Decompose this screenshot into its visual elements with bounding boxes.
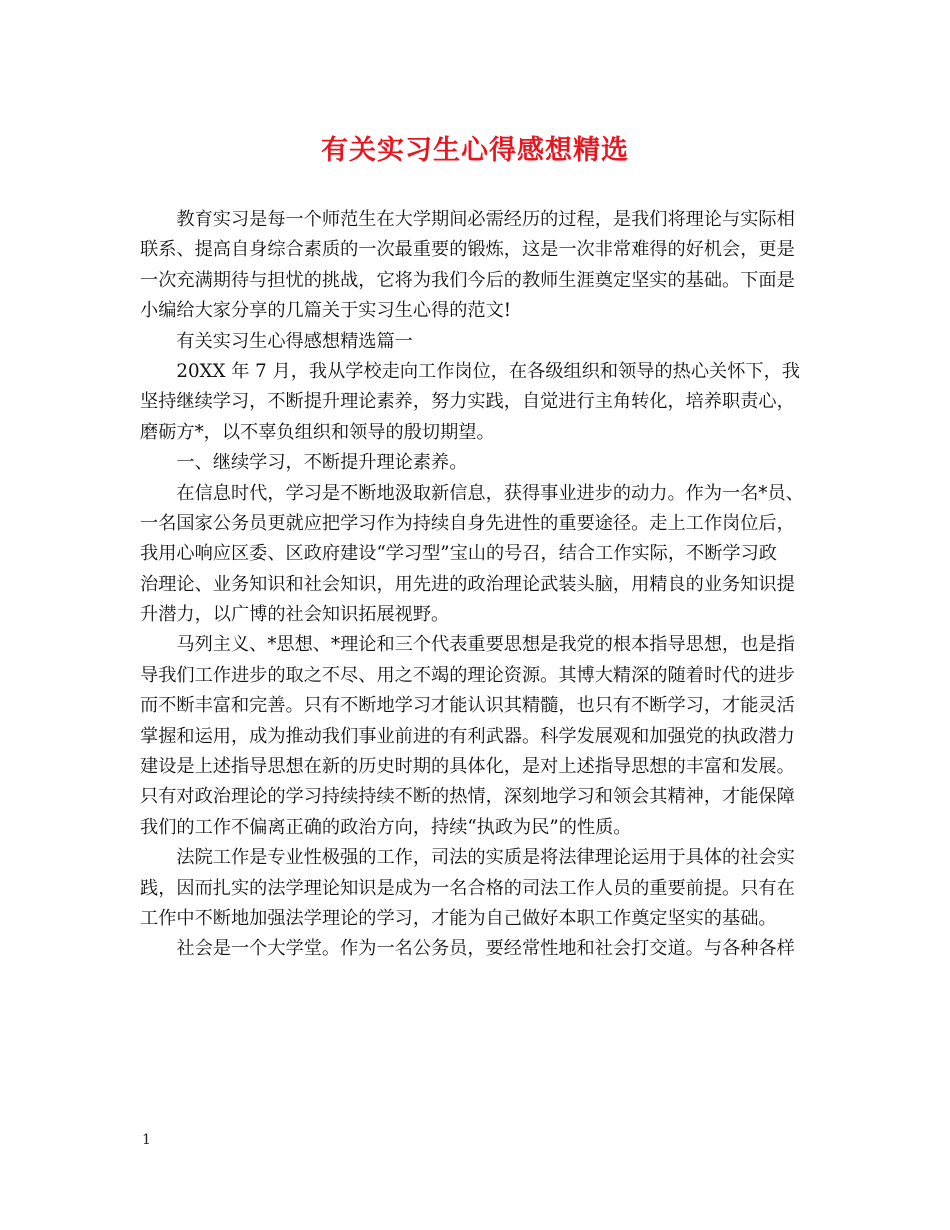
body-line: 导我们工作进步的取之不尽、用之不竭的理论资源。其博大精深的随着时代的进步	[140, 664, 795, 686]
body-line: 在信息时代，学习是不断地汲取新信息，获得事业进步的动力。作为一名*员、	[140, 482, 804, 504]
body-line: 治理论、业务知识和社会知识，用先进的政治理论武装头脑，用精良的业务知识提	[140, 573, 795, 595]
body-line: 建设是上述指导思想在新的历史时期的具体化，是对上述指导思想的丰富和发展。	[140, 756, 795, 778]
body-line: 一次充满期待与担忧的挑战，它将为我们今后的教师生涯奠定坚实的基础。下面是	[140, 269, 795, 291]
document-title: 有关实习生心得感想精选	[321, 135, 629, 166]
body-line: 法院工作是专业性极强的工作，司法的实质是将法律理论运用于具体的社会实	[140, 847, 795, 869]
body-line: 小编给大家分享的几篇关于实习生心得的范文!	[140, 300, 512, 322]
body-line: 掌握和运用，成为推动我们事业前进的有利武器。科学发展观和加强党的执政潜力	[140, 725, 795, 747]
body-line: 工作中不断地加强法学理论的学习，才能为自己做好本职工作奠定坚实的基础。	[140, 907, 777, 929]
body-line: 践，因而扎实的法学理论知识是成为一名合格的司法工作人员的重要前提。只有在	[140, 877, 795, 899]
section-heading: 有关实习生心得感想精选篇一	[140, 330, 413, 352]
body-line: 坚持继续学习，不断提升理论素养，努力实践，自觉进行主角转化，培养职责心，	[140, 391, 795, 413]
body-line: 联系、提高自身综合素质的一次最重要的锻炼，这是一次非常难得的好机会，更是	[140, 239, 795, 261]
body-line: 我们的工作不偏离正确的政治方向，持续“执政为民”的性质。	[140, 816, 632, 838]
body-line: 升潜力，以广博的社会知识拓展视野。	[140, 604, 450, 626]
body-line: 社会是一个大学堂。作为一名公务员，要经常性地和社会打交道。与各种各样	[140, 938, 795, 960]
body-line: 只有对政治理论的学习持续持续不断的热情，深刻地学习和领会其精神，才能保障	[140, 786, 795, 808]
body-line: 教育实习是每一个师范生在大学期间必需经历的过程，是我们将理论与实际相	[140, 209, 795, 230]
body-line: 马列主义、*思想、*理论和三个代表重要思想是我党的根本指导思想，也是指	[140, 634, 795, 656]
document-body	[140, 205, 812, 965]
section-heading: 一、继续学习，不断提升理论素养。	[140, 452, 468, 474]
page-number: 1	[142, 1132, 151, 1148]
body-line: 20XX 年 7 月，我从学校走向工作岗位，在各级组织和领导的热心关怀下，我	[140, 360, 800, 382]
body-line: 一名国家公务员更就应把学习作为持续自身先进性的重要途径。走上工作岗位后，	[140, 512, 795, 534]
body-line: 磨砺方*，以不辜负组织和领导的殷切期望。	[140, 421, 495, 443]
body-line: 我用心响应区委、区政府建设“学习型”宝山的号召，结合工作实际，不断学习政	[140, 543, 777, 565]
body-line: 而不断丰富和完善。只有不断地学习才能认识其精髓，也只有不断学习，才能灵活	[140, 695, 795, 717]
